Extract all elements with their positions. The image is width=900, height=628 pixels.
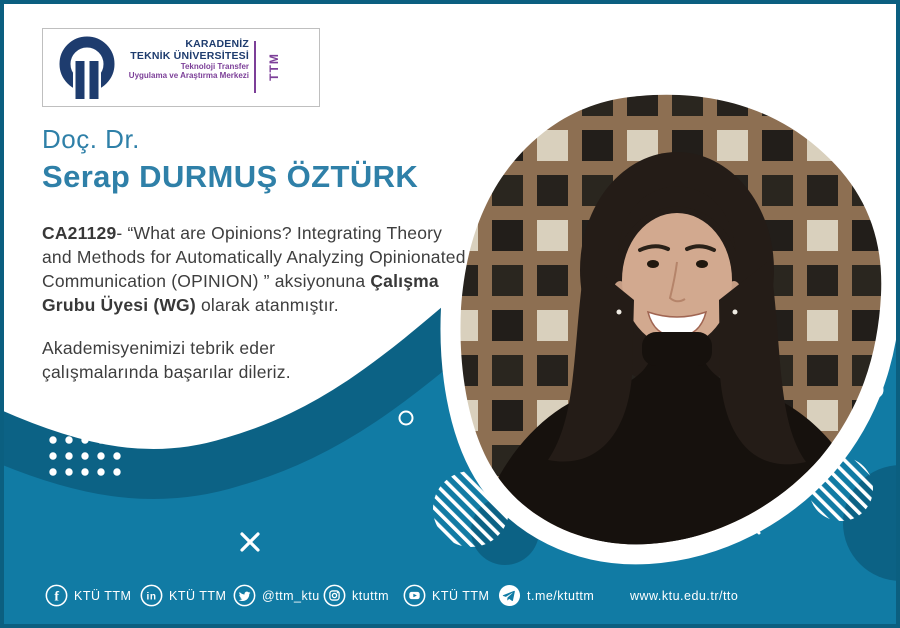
youtube-icon: [403, 584, 426, 607]
instagram-icon: [323, 584, 346, 607]
social-label: KTÜ TTM: [169, 588, 227, 603]
closing-line2: çalışmalarında başarılar dileriz.: [42, 361, 291, 382]
social-label: KTÜ TTM: [74, 588, 132, 603]
social-linkedin[interactable]: [140, 584, 226, 607]
body-text: - “What are Opinions? Integrating Theory and Methods for Automatically Analyzing Opinionated Communication (OPINION) ” aksiyonuna: [42, 223, 466, 292]
person-earring-right: [733, 310, 738, 315]
footer-social-bar: [0, 582, 900, 616]
person-name: Serap DURMUŞ ÖZTÜRK: [42, 159, 419, 194]
person-degree: Doç. Dr.: [42, 124, 140, 154]
person-eye-right: [696, 260, 708, 268]
closing-line1: Akademisyenimizi tebrik eder: [42, 337, 276, 358]
role-text: Çalışma Grubu Üyesi (WG): [42, 271, 439, 316]
website-link[interactable]: www.ktu.edu.tr/tto: [630, 589, 739, 603]
center-name-line1: Teknoloji Transfer: [180, 62, 249, 72]
announcement-content: [42, 124, 474, 384]
ttm-abbrev: TTM: [267, 53, 281, 81]
social-label: @ttm_ktu: [262, 588, 320, 603]
twitter-icon: [233, 584, 256, 607]
university-logo-text: [99, 38, 249, 81]
social-label: ktuttm: [352, 588, 390, 603]
body-tail: olarak atanmıştır.: [195, 295, 339, 316]
svg-text:in: in: [146, 591, 157, 603]
social-twitter[interactable]: [233, 584, 320, 607]
social-instagram[interactable]: [323, 584, 389, 607]
social-facebook[interactable]: [45, 584, 131, 607]
social-label: t.me/ktuttm: [527, 588, 595, 603]
university-name-line2: TEKNİK ÜNİVERSİTESİ: [130, 50, 249, 63]
person-eye-left: [647, 260, 659, 268]
university-name-line1: KARADENİZ: [185, 38, 249, 50]
center-name-line2: Uygulama ve Araştırma Merkezi: [128, 71, 249, 81]
closing-message: [42, 336, 474, 384]
three-dots: [581, 548, 616, 555]
facebook-icon: [45, 584, 68, 607]
social-youtube[interactable]: [403, 584, 489, 607]
announcement-body: [42, 221, 474, 318]
person-turtleneck: [642, 332, 712, 366]
linkedin-icon: [140, 584, 163, 607]
person-earring-left: [617, 310, 622, 315]
telegram-icon: [498, 584, 521, 607]
university-logo-box: [42, 28, 320, 107]
svg-text:f: f: [54, 589, 60, 605]
social-label: KTÜ TTM: [432, 588, 490, 603]
social-telegram[interactable]: [498, 584, 594, 607]
action-code: CA21129: [42, 223, 117, 243]
